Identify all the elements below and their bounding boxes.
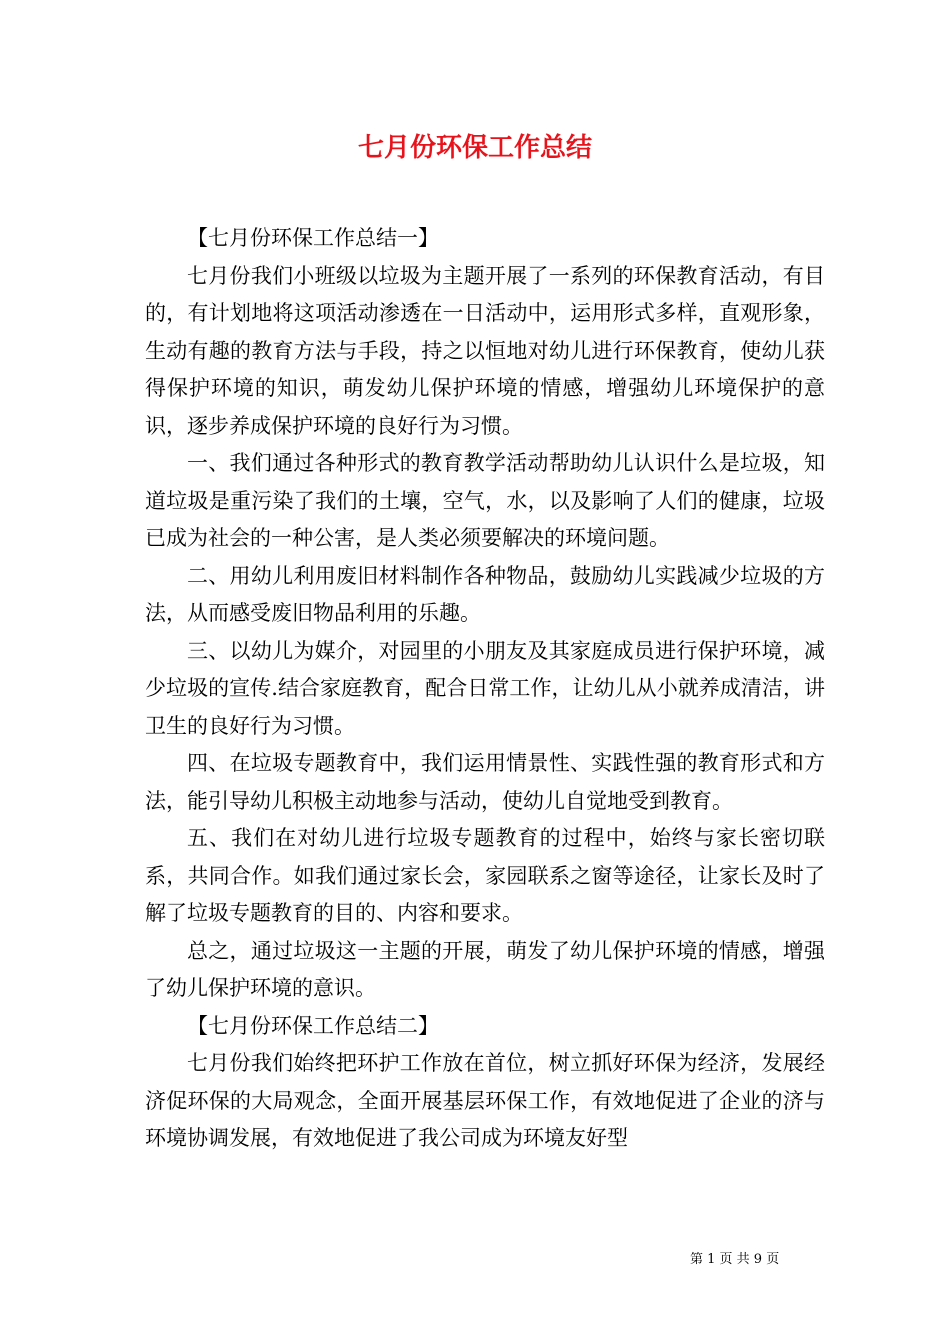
paragraph: 四、在垃圾专题教育中，我们运用情景性、实践性强的教育形式和方法，能引导幼儿积极主动地参与活动，使幼儿自觉地受到教育。 — [145, 751, 825, 813]
paragraph: 五、我们在对幼儿进行垃圾专题教育的过程中，始终与家长密切联系，共同合作。如我们通过家长会，家园联系之窗等途径，让家长及时了解了垃圾专题教育的目的、内容和要求。 — [145, 826, 825, 925]
page-title: 七月份环保工作总结 — [357, 133, 592, 163]
section-heading-1: 【七月份环保工作总结一】 — [187, 226, 439, 250]
document-body — [145, 220, 825, 1158]
section-heading-2: 【七月份环保工作总结二】 — [187, 1013, 439, 1038]
paragraph: 一、我们通过各种形式的教育教学活动帮助幼儿认识什么是垃圾，知道垃圾是重污染了我们的土壤，空气，水，以及影响了人们的健康，垃圾已成为社会的一种公害，是人类必须要解决的环境问题。 — [145, 451, 825, 550]
paragraph: 七月份我们小班级以垃圾为主题开展了一系列的环保教育活动，有目的，有计划地将这项活动渗透在一日活动中，运用形式多样，直观形象，生动有趣的教育方法与手段，持之以恒地对幼儿进行环保教育，使幼儿获得保护环境的知识，萌发幼儿保护环境的情感，增强幼儿环境保护的意识，逐步养成保护环境的良好行为习惯。 — [145, 263, 825, 438]
paragraph: 总之，通过垃圾这一主题的开展，萌发了幼儿保护环境的情感，增强了幼儿保护环境的意识。 — [145, 938, 825, 1000]
paragraph: 七月份我们始终把环护工作放在首位，树立抓好环保为经济，发展经济促环保的大局观念，全面开展基层环保工作，有效地促进了企业的济与环境协调发展，有效地促进了我公司成为环境友好型 — [145, 1051, 825, 1150]
paragraph: 二、用幼儿利用废旧材料制作各种物品，鼓励幼儿实践减少垃圾的方法，从而感受废旧物品利用的乐趣。 — [145, 563, 825, 625]
paragraph: 三、以幼儿为媒介，对园里的小朋友及其家庭成员进行保护环境，减少垃圾的宣传.结合家庭教育，配合日常工作，让幼儿从小就养成清洁，讲卫生的良好行为习惯。 — [145, 638, 825, 738]
page-number: 第 1 页 共 9 页 — [690, 1252, 780, 1267]
